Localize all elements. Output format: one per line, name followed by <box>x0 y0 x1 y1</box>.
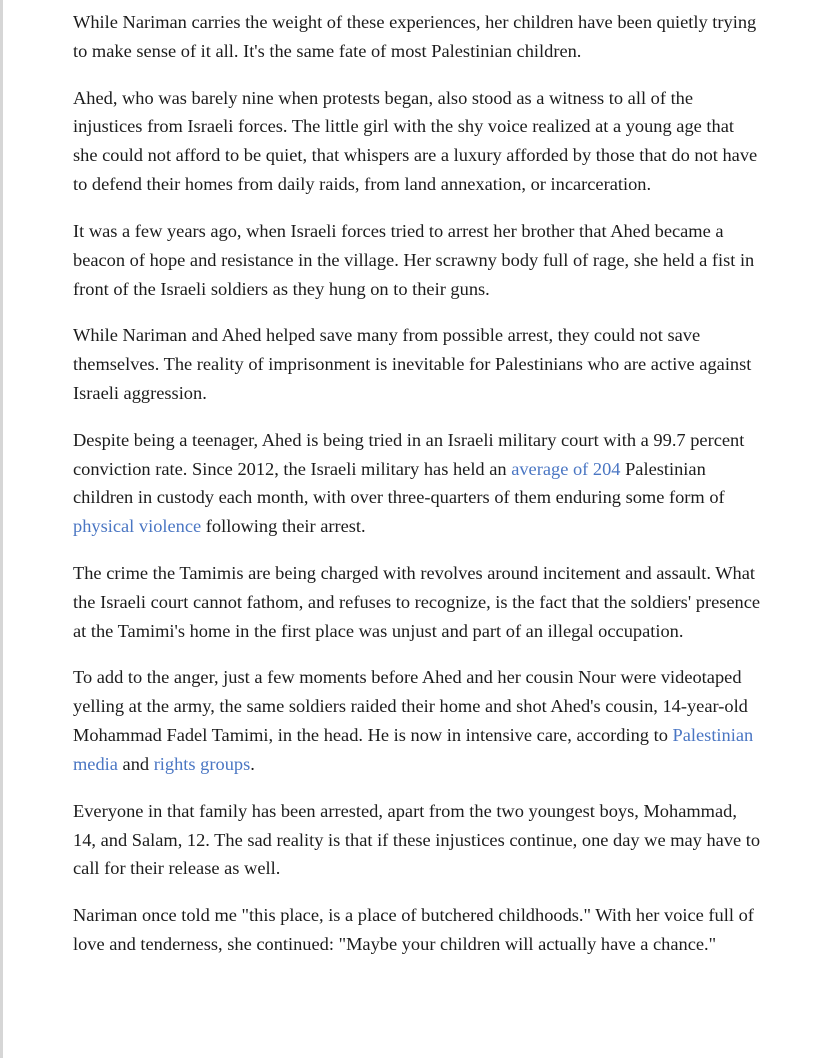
palestinian-media-link[interactable]: Palestinian media <box>73 725 754 775</box>
rights-groups-link[interactable]: rights groups <box>153 754 251 775</box>
paragraph-7-text-1: To add to the anger, just a few moments before Ahed and her cousin Nour were videotaped yelling at the army, the same soldiers raided their home and shot Ahed's cousin, 14-year-old Mohammad Fadel Tamimi, in the head. He is now in intensive care, according to <box>73 667 748 746</box>
paragraph-9: Nariman once told me "this place, is a place of butchered childhoods." With her voice full of love and tenderness, she continued: "Maybe your children will actually have a chance." <box>73 905 754 954</box>
physical-violence-link[interactable]: physical violence <box>73 516 202 537</box>
paragraph-1: While Nariman carries the weight of these experiences, her children have been quietly trying to make sense of it all. It's the same fate of most Palestinian children. <box>73 12 757 61</box>
paragraph-4: While Nariman and Ahed helped save many from possible arrest, they could not save themselves. The reality of imprisonment is inevitable for Palestinians who are active against Israeli aggression. <box>73 325 752 404</box>
paragraph-5-text-1: Despite being a teenager, Ahed is being tried in an Israeli military court with a 99.7 percent conviction rate. Since 2012, the Israeli military has held an <box>73 429 745 479</box>
paragraph-3: It was a few years ago, when Israeli forces tried to arrest her brother that Ahed became a beacon of hope and resistance in the village. Her scrawny body full of rage, she held a fist in front of the Israeli soldiers as they hung on to their guns. <box>73 220 755 299</box>
paragraph-5-text-3: following their arrest. <box>201 516 366 537</box>
paragraph-2: Ahed, who was barely nine when protests began, also stood as a witness to all of the injustices from Israeli forces. The little girl with the shy voice realized at a young age that she could not afford to be quiet, that whispers are a luxury afforded by those that do not have to defend their homes from daily raids, from land annexation, or incarceration. <box>73 87 758 195</box>
paragraph-5-text-2: Palestinian children in custody each month, with over three-quarters of them enduring some form of <box>73 458 725 508</box>
average-of-204-link[interactable]: average of 204 <box>511 458 621 479</box>
paragraph-5 <box>73 426 763 542</box>
paragraph-8: Everyone in that family has been arrested, apart from the two youngest boys, Mohammad, 14, and Salam, 12. The sad reality is that if these injustices continue, one day we may have to call for their release as well. <box>73 800 761 879</box>
paragraph-7-text-3: . <box>250 754 255 775</box>
left-border-rule <box>0 0 3 1058</box>
article-body <box>73 8 763 977</box>
paragraph-6: The crime the Tamimis are being charged with revolves around incitement and assault. What the Israeli court cannot fathom, and refuses to recognize, is the fact that the soldiers' presence at the Tamimi's home in the first place was unjust and part of an illegal occupation. <box>73 562 761 641</box>
paragraph-7-text-2: and <box>117 754 154 775</box>
paragraph-7 <box>73 663 763 779</box>
